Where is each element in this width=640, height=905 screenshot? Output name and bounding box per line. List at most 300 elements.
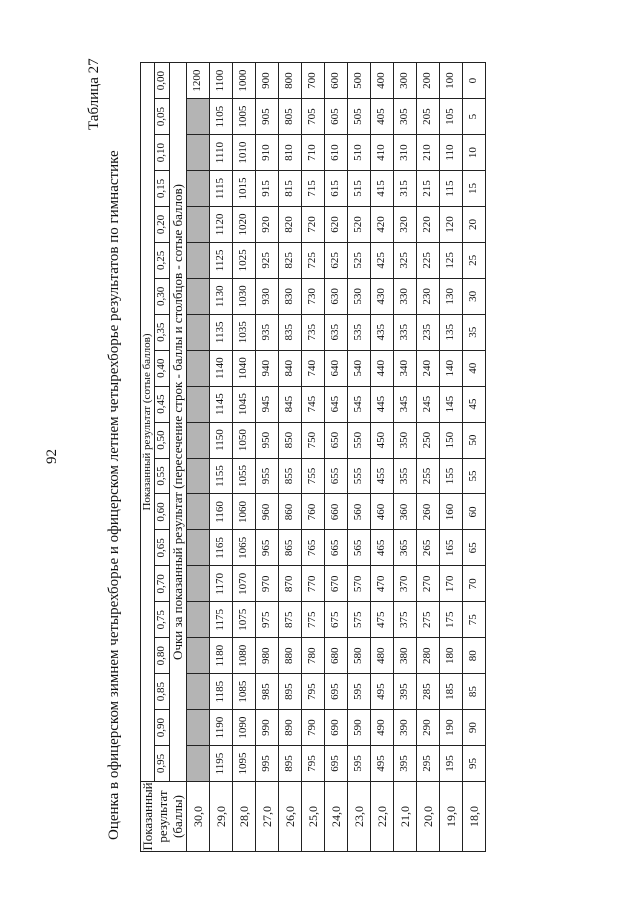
score-cell: 875 [278,602,301,638]
score-cell: 30 [463,278,486,314]
score-cell: 390 [393,710,416,746]
score-cell: 975 [255,602,278,638]
score-cell: 865 [278,530,301,566]
score-cell: 1195 [209,746,232,782]
shaded-cell [186,530,209,566]
score-cell: 1105 [209,99,232,135]
score-cell: 655 [324,458,347,494]
score-cell: 235 [416,314,439,350]
score-cell: 265 [416,530,439,566]
score-cell: 350 [393,422,416,458]
score-cell: 125 [439,242,462,278]
row-label: 18,0 [463,782,486,852]
column-header-row [155,63,169,852]
column-header: 0,50 [155,422,169,458]
score-cell: 380 [393,638,416,674]
score-cell: 215 [416,171,439,207]
column-header: 0,60 [155,494,169,530]
score-cell: 855 [278,458,301,494]
row-label: 19,0 [439,782,462,852]
column-header: 0,05 [155,99,169,135]
row-label: 29,0 [209,782,232,852]
score-cell: 550 [347,422,370,458]
score-cell: 800 [278,63,301,99]
row-label: 28,0 [232,782,255,852]
score-cell: 395 [393,674,416,710]
score-cell: 275 [416,602,439,638]
score-cell: 75 [463,602,486,638]
scoring-table-container [140,62,480,852]
score-cell: 70 [463,566,486,602]
score-cell: 965 [255,530,278,566]
column-group-header: Показанный результат (сотые баллов) [141,63,155,782]
shaded-cell [186,494,209,530]
score-cell: 1140 [209,350,232,386]
shaded-cell [186,710,209,746]
score-cell: 920 [255,207,278,243]
score-cell: 680 [324,638,347,674]
score-cell: 240 [416,350,439,386]
score-cell: 760 [301,494,324,530]
score-cell: 180 [439,638,462,674]
score-cell: 260 [416,494,439,530]
score-cell: 870 [278,566,301,602]
score-cell: 615 [324,171,347,207]
score-cell: 325 [393,242,416,278]
score-cell: 1145 [209,386,232,422]
score-cell: 1075 [232,602,255,638]
score-cell: 1115 [209,171,232,207]
score-cell: 970 [255,566,278,602]
score-cell: 190 [439,710,462,746]
score-cell: 445 [370,386,393,422]
score-cell: 595 [347,674,370,710]
score-cell: 740 [301,350,324,386]
score-cell: 220 [416,207,439,243]
score-cell: 675 [324,602,347,638]
table-row [416,63,439,852]
score-cell: 495 [370,674,393,710]
table-row [209,63,232,852]
score-cell: 1050 [232,422,255,458]
row-label: 21,0 [393,782,416,852]
score-cell: 710 [301,135,324,171]
score-cell: 1185 [209,674,232,710]
score-cell: 475 [370,602,393,638]
score-cell: 1030 [232,278,255,314]
score-cell: 650 [324,422,347,458]
shaded-cell [186,566,209,602]
score-cell: 20 [463,207,486,243]
column-header: 0,85 [155,674,169,710]
score-cell: 1025 [232,242,255,278]
score-cell: 435 [370,314,393,350]
table-row [301,63,324,852]
score-cell: 1110 [209,135,232,171]
score-cell: 670 [324,566,347,602]
score-cell: 910 [255,135,278,171]
column-header: 0,95 [155,746,169,782]
score-cell: 370 [393,566,416,602]
score-cell: 65 [463,530,486,566]
score-cell: 690 [324,710,347,746]
table-row [393,63,416,852]
score-cell: 455 [370,458,393,494]
score-cell: 465 [370,530,393,566]
score-cell: 415 [370,171,393,207]
table-row [463,63,486,852]
score-cell: 715 [301,171,324,207]
score-cell: 850 [278,422,301,458]
score-cell: 735 [301,314,324,350]
score-cell: 590 [347,710,370,746]
score-cell: 290 [416,710,439,746]
score-cell: 1020 [232,207,255,243]
score-cell: 1015 [232,171,255,207]
score-cell: 345 [393,386,416,422]
score-cell: 980 [255,638,278,674]
score-cell: 410 [370,135,393,171]
table-row [278,63,301,852]
score-cell: 935 [255,314,278,350]
score-cell: 80 [463,638,486,674]
score-cell: 1180 [209,638,232,674]
score-cell: 5 [463,99,486,135]
score-cell: 820 [278,207,301,243]
score-cell: 400 [370,63,393,99]
score-cell: 1175 [209,602,232,638]
column-header: 0,20 [155,207,169,243]
table-row [370,63,393,852]
score-cell: 530 [347,278,370,314]
score-cell: 360 [393,494,416,530]
score-cell: 700 [301,63,324,99]
score-cell: 60 [463,494,486,530]
score-cell: 840 [278,350,301,386]
score-cell: 560 [347,494,370,530]
score-cell: 320 [393,207,416,243]
column-header: 0,80 [155,638,169,674]
score-cell: 915 [255,171,278,207]
score-cell: 610 [324,135,347,171]
score-cell: 595 [347,746,370,782]
score-cell: 1120 [209,207,232,243]
score-cell: 815 [278,171,301,207]
score-cell: 640 [324,350,347,386]
score-cell: 1150 [209,422,232,458]
score-cell: 940 [255,350,278,386]
score-cell: 1005 [232,99,255,135]
shaded-cell [186,314,209,350]
score-cell: 1070 [232,566,255,602]
score-cell: 120 [439,207,462,243]
score-cell: 430 [370,278,393,314]
table-number: Таблица 27 [86,58,102,130]
score-cell: 925 [255,242,278,278]
column-header: 0,00 [155,63,169,99]
row-label: 25,0 [301,782,324,852]
score-cell: 535 [347,314,370,350]
score-cell: 165 [439,530,462,566]
score-cell: 1095 [232,746,255,782]
shaded-cell [186,602,209,638]
score-cell: 85 [463,674,486,710]
score-cell: 520 [347,207,370,243]
score-cell: 315 [393,171,416,207]
score-cell: 625 [324,242,347,278]
shaded-cell [186,674,209,710]
score-cell: 1085 [232,674,255,710]
score-cell: 575 [347,602,370,638]
score-cell: 555 [347,458,370,494]
score-cell: 1090 [232,710,255,746]
score-cell: 225 [416,242,439,278]
shaded-cell [186,422,209,458]
score-cell: 25 [463,242,486,278]
row-header: Показанный результат (баллы) [140,782,185,851]
score-cell: 140 [439,350,462,386]
column-header: 0,70 [155,566,169,602]
row-label: 22,0 [370,782,393,852]
score-cell: 495 [370,746,393,782]
score-cell: 1200 [186,63,209,99]
score-cell: 420 [370,207,393,243]
table-row [255,63,278,852]
score-cell: 540 [347,350,370,386]
score-cell: 145 [439,386,462,422]
score-cell: 55 [463,458,486,494]
column-header: 0,35 [155,314,169,350]
score-cell: 460 [370,494,393,530]
row-label: 27,0 [255,782,278,852]
shaded-cell [186,638,209,674]
score-cell: 1130 [209,278,232,314]
score-cell: 330 [393,278,416,314]
score-cell: 310 [393,135,416,171]
caption-row [169,63,186,852]
header-row-group [141,63,155,852]
score-cell: 1080 [232,638,255,674]
score-cell: 725 [301,242,324,278]
score-cell: 1045 [232,386,255,422]
score-cell: 405 [370,99,393,135]
shaded-cell [186,242,209,278]
score-cell: 170 [439,566,462,602]
score-cell: 745 [301,386,324,422]
shaded-cell [186,171,209,207]
score-cell: 1040 [232,350,255,386]
score-cell: 995 [255,746,278,782]
score-cell: 580 [347,638,370,674]
score-cell: 895 [278,674,301,710]
table-row [324,63,347,852]
score-cell: 130 [439,278,462,314]
shaded-cell [186,458,209,494]
table-row [439,63,462,852]
score-cell: 305 [393,99,416,135]
column-header: 0,15 [155,171,169,207]
row-label: 30,0 [186,782,209,852]
score-cell: 755 [301,458,324,494]
score-cell: 835 [278,314,301,350]
column-header: 0,75 [155,602,169,638]
score-cell: 45 [463,386,486,422]
scoring-table [140,62,486,852]
score-cell: 830 [278,278,301,314]
score-cell: 1000 [232,63,255,99]
score-cell: 340 [393,350,416,386]
score-cell: 600 [324,63,347,99]
column-header: 0,90 [155,710,169,746]
column-header: 0,30 [155,278,169,314]
score-cell: 630 [324,278,347,314]
shaded-cell [186,135,209,171]
score-cell: 90 [463,710,486,746]
score-cell: 890 [278,710,301,746]
score-cell: 450 [370,422,393,458]
score-cell: 490 [370,710,393,746]
score-cell: 805 [278,99,301,135]
score-cell: 845 [278,386,301,422]
score-cell: 720 [301,207,324,243]
score-cell: 40 [463,350,486,386]
score-cell: 515 [347,171,370,207]
score-cell: 1065 [232,530,255,566]
column-header: 0,55 [155,458,169,494]
score-cell: 1155 [209,458,232,494]
score-cell: 250 [416,422,439,458]
column-header: 0,40 [155,350,169,386]
score-cell: 425 [370,242,393,278]
score-cell: 115 [439,171,462,207]
score-cell: 665 [324,530,347,566]
score-cell: 525 [347,242,370,278]
table-row [347,63,370,852]
score-cell: 770 [301,566,324,602]
score-cell: 205 [416,99,439,135]
score-cell: 1135 [209,314,232,350]
score-cell: 470 [370,566,393,602]
score-cell: 245 [416,386,439,422]
score-cell: 880 [278,638,301,674]
shaded-cell [186,207,209,243]
points-caption: Очки за показанный результат (пересечение строк - баллы и столбцов - сотые баллов) [169,63,186,782]
score-cell: 860 [278,494,301,530]
score-cell: 160 [439,494,462,530]
shaded-cell [186,386,209,422]
score-cell: 1035 [232,314,255,350]
score-cell: 135 [439,314,462,350]
table-row [232,63,255,852]
row-label: 20,0 [416,782,439,852]
score-cell: 930 [255,278,278,314]
score-cell: 270 [416,566,439,602]
column-header: 0,25 [155,242,169,278]
table-body [186,63,485,852]
score-cell: 780 [301,638,324,674]
score-cell: 950 [255,422,278,458]
row-label: 24,0 [324,782,347,852]
row-label: 23,0 [347,782,370,852]
score-cell: 635 [324,314,347,350]
score-cell: 295 [416,746,439,782]
score-cell: 1125 [209,242,232,278]
score-cell: 1190 [209,710,232,746]
score-cell: 795 [301,746,324,782]
shaded-cell [186,278,209,314]
table-title: Оценка в офицерском зимнем четырехборье и офицерском летнем четырехборье результатов по гимнастике [106,150,122,840]
table-row [186,63,209,852]
shaded-cell [186,350,209,386]
score-cell: 730 [301,278,324,314]
score-cell: 505 [347,99,370,135]
score-cell: 440 [370,350,393,386]
score-cell: 645 [324,386,347,422]
score-cell: 285 [416,674,439,710]
score-cell: 570 [347,566,370,602]
score-cell: 255 [416,458,439,494]
score-cell: 110 [439,135,462,171]
page-number: 92 [44,449,60,464]
score-cell: 795 [301,674,324,710]
score-cell: 775 [301,602,324,638]
score-cell: 200 [416,63,439,99]
score-cell: 100 [439,63,462,99]
score-cell: 1010 [232,135,255,171]
score-cell: 500 [347,63,370,99]
score-cell: 1060 [232,494,255,530]
score-cell: 280 [416,638,439,674]
shaded-cell [186,99,209,135]
score-cell: 150 [439,422,462,458]
score-cell: 545 [347,386,370,422]
score-cell: 1100 [209,63,232,99]
score-cell: 10 [463,135,486,171]
score-cell: 790 [301,710,324,746]
score-cell: 365 [393,530,416,566]
score-cell: 355 [393,458,416,494]
score-cell: 230 [416,278,439,314]
score-cell: 810 [278,135,301,171]
score-cell: 605 [324,99,347,135]
score-cell: 660 [324,494,347,530]
score-cell: 195 [439,746,462,782]
score-cell: 765 [301,530,324,566]
score-cell: 1165 [209,530,232,566]
score-cell: 900 [255,63,278,99]
score-cell: 480 [370,638,393,674]
score-cell: 335 [393,314,416,350]
score-cell: 695 [324,746,347,782]
score-cell: 620 [324,207,347,243]
score-cell: 175 [439,602,462,638]
score-cell: 990 [255,710,278,746]
score-cell: 210 [416,135,439,171]
score-cell: 1170 [209,566,232,602]
column-header: 0,45 [155,386,169,422]
score-cell: 905 [255,99,278,135]
score-cell: 0 [463,63,486,99]
score-cell: 705 [301,99,324,135]
score-cell: 985 [255,674,278,710]
shaded-cell [186,746,209,782]
score-cell: 105 [439,99,462,135]
score-cell: 300 [393,63,416,99]
score-cell: 945 [255,386,278,422]
score-cell: 695 [324,674,347,710]
score-cell: 750 [301,422,324,458]
score-cell: 825 [278,242,301,278]
